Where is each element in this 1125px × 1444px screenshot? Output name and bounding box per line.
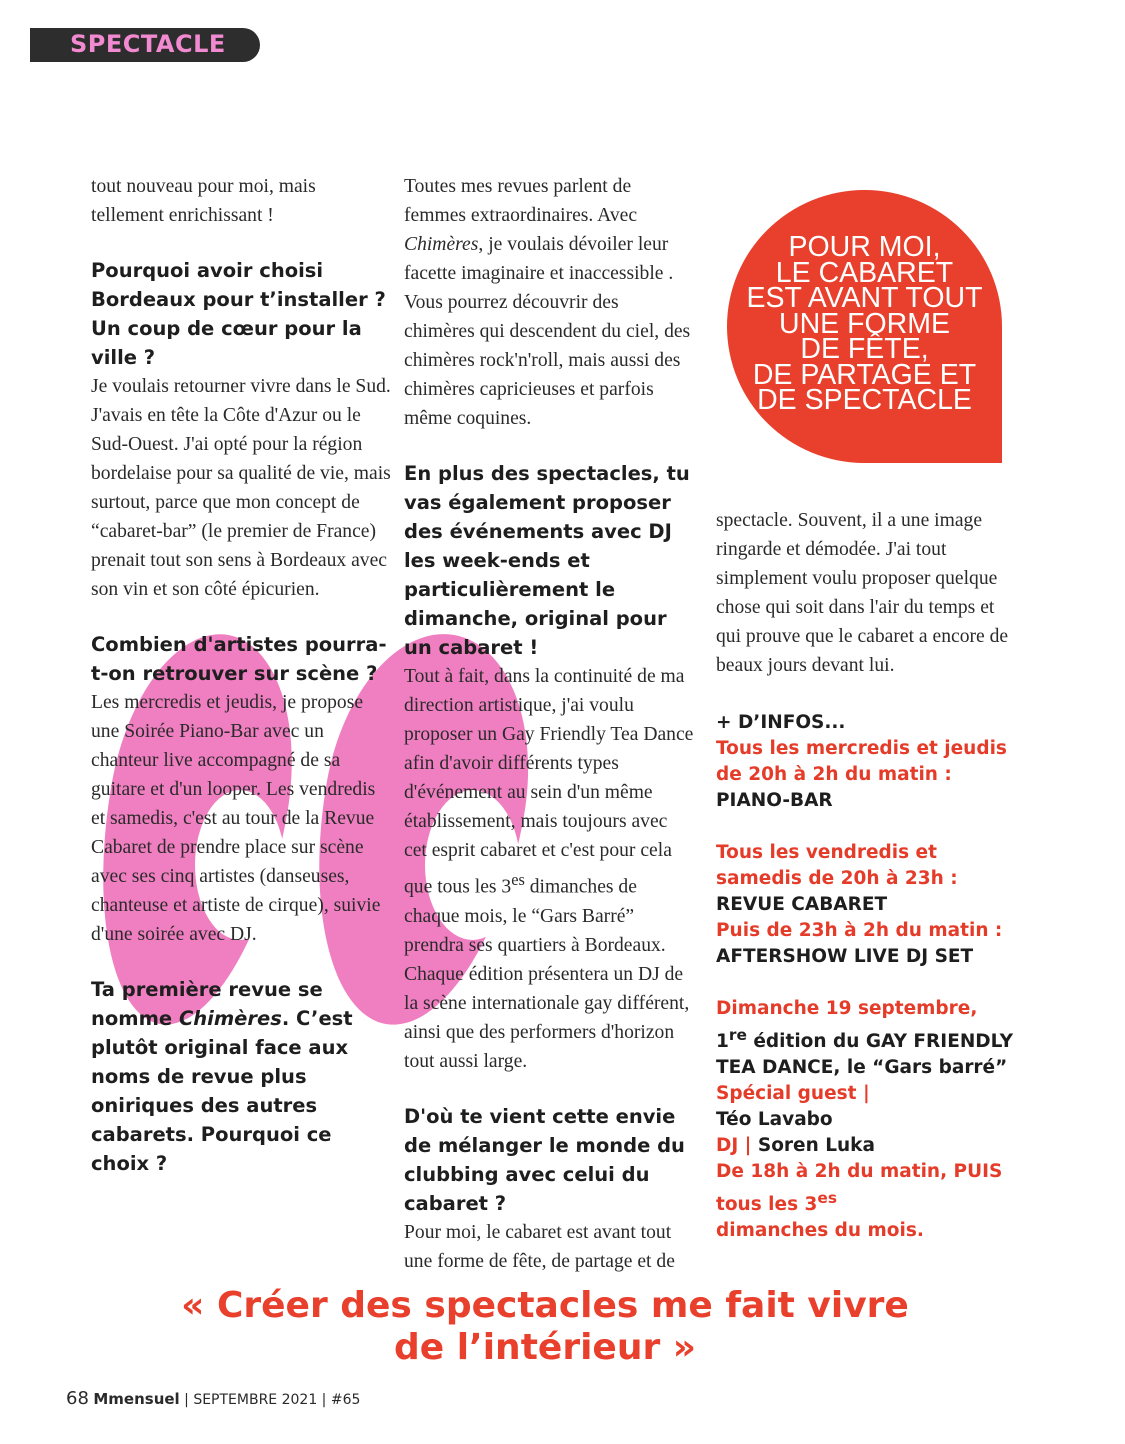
answer-clubbing-continued: spectacle. Souvent, il a une image ringarde et démodée. J'ai tout simplement voulu proposer quelque chose qui soit dans l'air du temps et qui prouve que le cabaret a encore de beaux jours devant lui.	[716, 510, 1009, 676]
pull-quote: « Créer des spectacles me fait vivre de l’intérieur »	[181, 1285, 909, 1368]
info-heading: + D’INFOS...	[716, 712, 846, 733]
column-3	[716, 506, 1016, 1244]
column-2	[404, 172, 694, 1276]
column-1-intro: tout nouveau pour moi, mais tellement enrichissant !	[91, 176, 316, 226]
question-artists: Combien d'artistes pourra-t-on retrouver sur scène ?	[91, 633, 387, 685]
section-label: SPECTACLE	[70, 30, 226, 58]
answer-chimeres: Toutes mes revues parlent de femmes extraordinaires. Avec Chimères, je voulais dévoiler leur facette imaginaire et inaccessible . Vous pourrez découvrir des chimères qui descendent du ciel, des chimères rock'n'roll, mais aussi des chimères capricieuses et parfois même coquines.	[404, 176, 691, 429]
magazine-brand: Mmensuel	[93, 1390, 180, 1408]
answer-clubbing: Pour moi, le cabaret est avant tout une forme de fête, de partage et de	[404, 1221, 675, 1272]
answer-artists: Les mercredis et jeudis, je propose une Soirée Piano-Bar avec un chanteur live accompagné de sa guitare et d'un looper. Les vendredis et samedis, c'est au tour de la Revue Cabaret de prendre place sur scène avec ses cinq artistes (danseuses, chanteuse et artiste de cirque), suivie d'une soirée avec DJ.	[91, 692, 381, 945]
question-chimeres: Ta première revue se nomme Chimères. C’est plutôt original face aux noms de revue plus oniriques des autres cabarets. Pourquoi ce choix ?	[91, 978, 353, 1175]
info-piano-bar: Tous les mercredis et jeudis de 20h à 2h du matin : PIANO-BAR	[716, 738, 1007, 811]
answer-bordeaux: Je voulais retourner vivre dans le Sud. J'avais en tête la Côte d'Azur ou le Sud-Ouest. J'ai opté pour la région bordelaise pour sa qualité de vie, mais surtout, parce que mon concept de “cabaret-bar” (le premier de France) prenait tout son sens à Bordeaux avec son vin et son côté épicurien.	[91, 376, 391, 600]
question-bordeaux: Pourquoi avoir choisi Bordeaux pour t’installer ? Un coup de cœur pour la ville ?	[91, 259, 386, 369]
section-tag	[30, 28, 260, 62]
quote-bubble	[727, 190, 1002, 463]
question-clubbing: D'où te vient cette envie de mélanger le monde du clubbing avec celui du cabaret ?	[404, 1104, 685, 1215]
answer-dj-events: Tout à fait, dans la continuité de ma direction artistique, j'ai voulu proposer un Gay Friendly Tea Dance afin d'avoir différents types d'événement au sein d'un même établissement, mais toujours avec cet esprit cabaret et c'est pour cela que tous les $3^{es}$ dimanches de chaque mois, le “Gars Barré” prendra ses quartiers à Bordeaux. Chaque édition présentera un DJ de la scène internationale gay différent, ainsi que des performers d'horizon tout aussi large.	[404, 666, 694, 1072]
page-footer	[66, 1388, 360, 1409]
page-number: 68	[66, 1388, 89, 1409]
issue-info: | SEPTEMBRE 2021 | #65	[179, 1392, 361, 1408]
question-dj-events: En plus des spectacles, tu vas également proposer des événements avec DJ les week-ends et particulièrement le dimanche, original pour un cabaret !	[404, 462, 690, 659]
column-1	[91, 172, 391, 1178]
info-revue-cabaret: Tous les vendredis et samedis de 20h à 23h : REVUE CABARET Puis de 23h à 2h du matin : AFTERSHOW LIVE DJ SET	[716, 842, 1003, 967]
info-tea-dance: Dimanche 19 septembre, 1re édition du GAY FRIENDLY TEA DANCE, le “Gars barré” Spécial guest | Téo Lavabo DJ | Soren Luka De 18h à 2h du matin, PUIS tous les $3^{es}$ dimanches du mois.	[716, 998, 1013, 1242]
quote-bubble-text: POUR MOI, LE CABARET EST AVANT TOUT UNE FORME DE FÊTE, DE PARTAGE ET DE SPECTACLE	[746, 231, 983, 416]
